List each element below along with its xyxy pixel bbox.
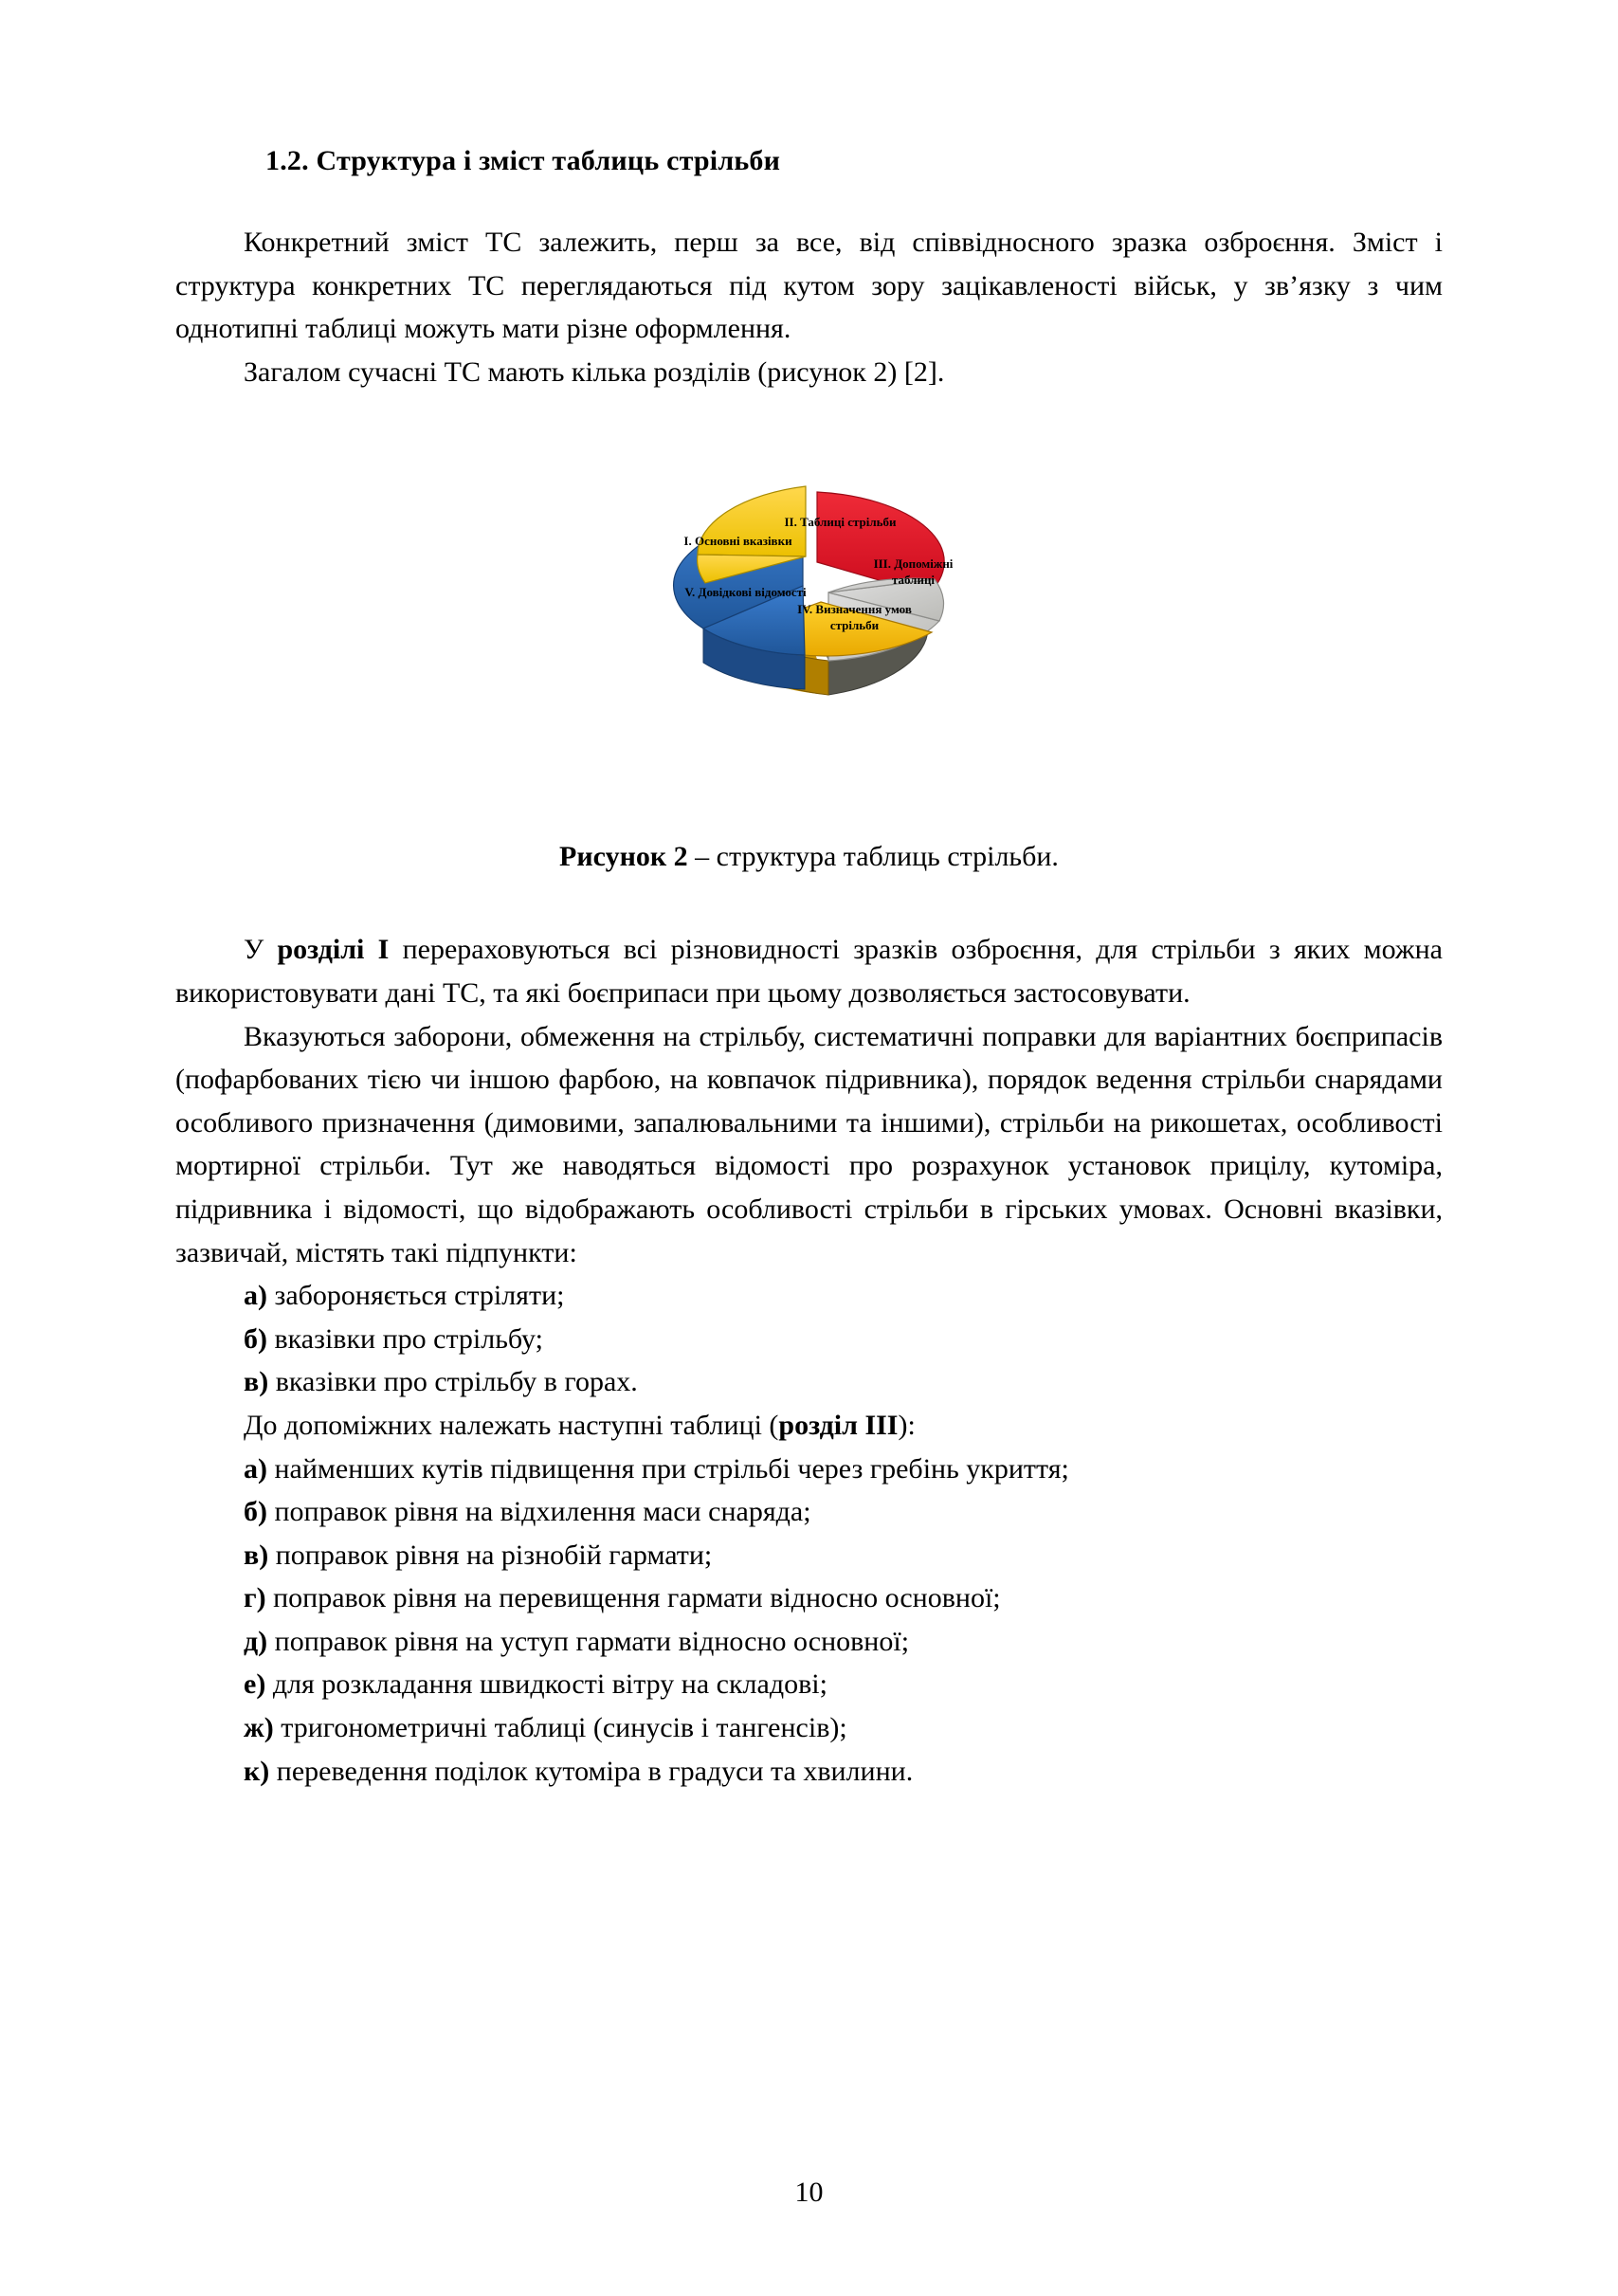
paragraph-2: Загалом сучасні ТС мають кілька розділів (рисунок 2) [2].: [244, 355, 945, 388]
pie-chart: [175, 450, 1443, 792]
pie-label-1: III. Допоміжні таблиці: [873, 556, 954, 587]
list-item: [175, 1576, 1443, 1620]
figure-caption: [175, 837, 1443, 877]
list-intro-2-part2: ):: [898, 1409, 916, 1441]
list-marker: а): [244, 1280, 267, 1312]
list-text: тригонометричні таблиці (синусів і тангенсів);: [273, 1712, 847, 1744]
list-text: вказівки про стрільбу;: [267, 1322, 543, 1355]
list-intro-2: [175, 1404, 1443, 1448]
list-marker: е): [244, 1668, 266, 1701]
pie-label-0: II. Таблиці стрільби: [784, 515, 897, 530]
list-marker: в): [244, 1366, 269, 1398]
list-marker: ж): [244, 1712, 274, 1744]
paragraph-3-part2: перераховуються всі різновидності зразків озброєння, для стрільби з яких можна використовувати дані ТС, та які боєприпаси при цьому дозволяється застосовувати.: [175, 934, 1443, 1009]
paragraph-4: Вказуються заборони, обмеження на стрільбу, систематичні поправки для варіантних боєприпасів (пофарбованих тією чи іншою фарбою, на ковпачок підривника), порядок ведення стрільби снарядами особливого призначення (димовими, запалювальними та іншими), стрільби на рикошетах, особливості мортирної стрільби. Тут же наводяться відомості про розрахунок установок прицілу, кутоміра, підривника і відомості, що відображають особливості стрільби в гірських умовах. Основні вказівки, зазвичай, містять такі підпункти:: [175, 1020, 1443, 1268]
paragraph-1: Конкретний зміст ТС залежить, перш за все, від співвідносного зразка озброєння. Зміст і структура конкретних ТС переглядаються під кутом зору зацікавленості військ, у зв’язку з чим однотипні таблиці можуть мати різне оформлення.: [175, 227, 1443, 345]
list-marker: б): [244, 1322, 267, 1355]
list-text: поправок рівня на різнобій гармати;: [268, 1539, 713, 1571]
pie-label-4: I. Основні вказівки: [683, 534, 792, 549]
list-item: [175, 1750, 1443, 1794]
list-item: [175, 1534, 1443, 1577]
list-text: найменших кутів підвищення при стрільбі через гребінь укриття;: [267, 1452, 1069, 1485]
list-item: [175, 1663, 1443, 1706]
pie-label-2: IV. Визначення умов стрільби: [797, 602, 912, 632]
page-title: 1.2. Структура і зміст таблиць стрільби: [265, 145, 781, 176]
list-marker: б): [244, 1496, 267, 1528]
paragraph-3: [175, 928, 1443, 1014]
figure-2: [175, 450, 1443, 877]
list-text: вказівки про стрільбу в горах.: [268, 1366, 638, 1398]
figure-caption-rest: – структура таблиць стрільби.: [687, 841, 1059, 873]
list-marker: а): [244, 1452, 267, 1485]
pie-chart-graphic: [544, 450, 1075, 763]
pie-label-3: V. Довідкові відомості: [684, 585, 807, 600]
list-marker: г): [244, 1582, 266, 1614]
list-text: поправок рівня на відхилення маси снаряда;: [267, 1496, 811, 1528]
list-marker: д): [244, 1625, 268, 1657]
list-item: [175, 1620, 1443, 1664]
list-item: [175, 1360, 1443, 1404]
list-text: поправок рівня на уступ гармати відносно основної;: [267, 1625, 910, 1657]
list-item: [175, 1318, 1443, 1361]
list-text: поправок рівня на перевищення гармати відносно основної;: [265, 1582, 1001, 1614]
list-item: [175, 1490, 1443, 1534]
paragraph-3-part1: У: [244, 934, 278, 966]
list-text: переведення поділок кутоміра в градуси та хвилини.: [269, 1755, 914, 1787]
list-item: [175, 1274, 1443, 1318]
list-text: забороняється стріляти;: [267, 1280, 565, 1312]
list-text: для розкладання швидкості вітру на складові;: [265, 1668, 827, 1701]
list-marker: в): [244, 1539, 269, 1571]
list-marker: к): [244, 1755, 270, 1787]
list-intro-2-bold: розділ III: [778, 1409, 899, 1441]
paragraph-3-bold: розділі I: [277, 934, 390, 966]
page-number: 10: [794, 2177, 824, 2208]
list-item: [175, 1448, 1443, 1491]
list-item: [175, 1706, 1443, 1750]
list-intro-2-part1: До допоміжних належать наступні таблиці (: [244, 1409, 779, 1441]
figure-caption-bold: Рисунок 2: [559, 841, 688, 873]
pie-chart-svg: [544, 450, 1075, 763]
